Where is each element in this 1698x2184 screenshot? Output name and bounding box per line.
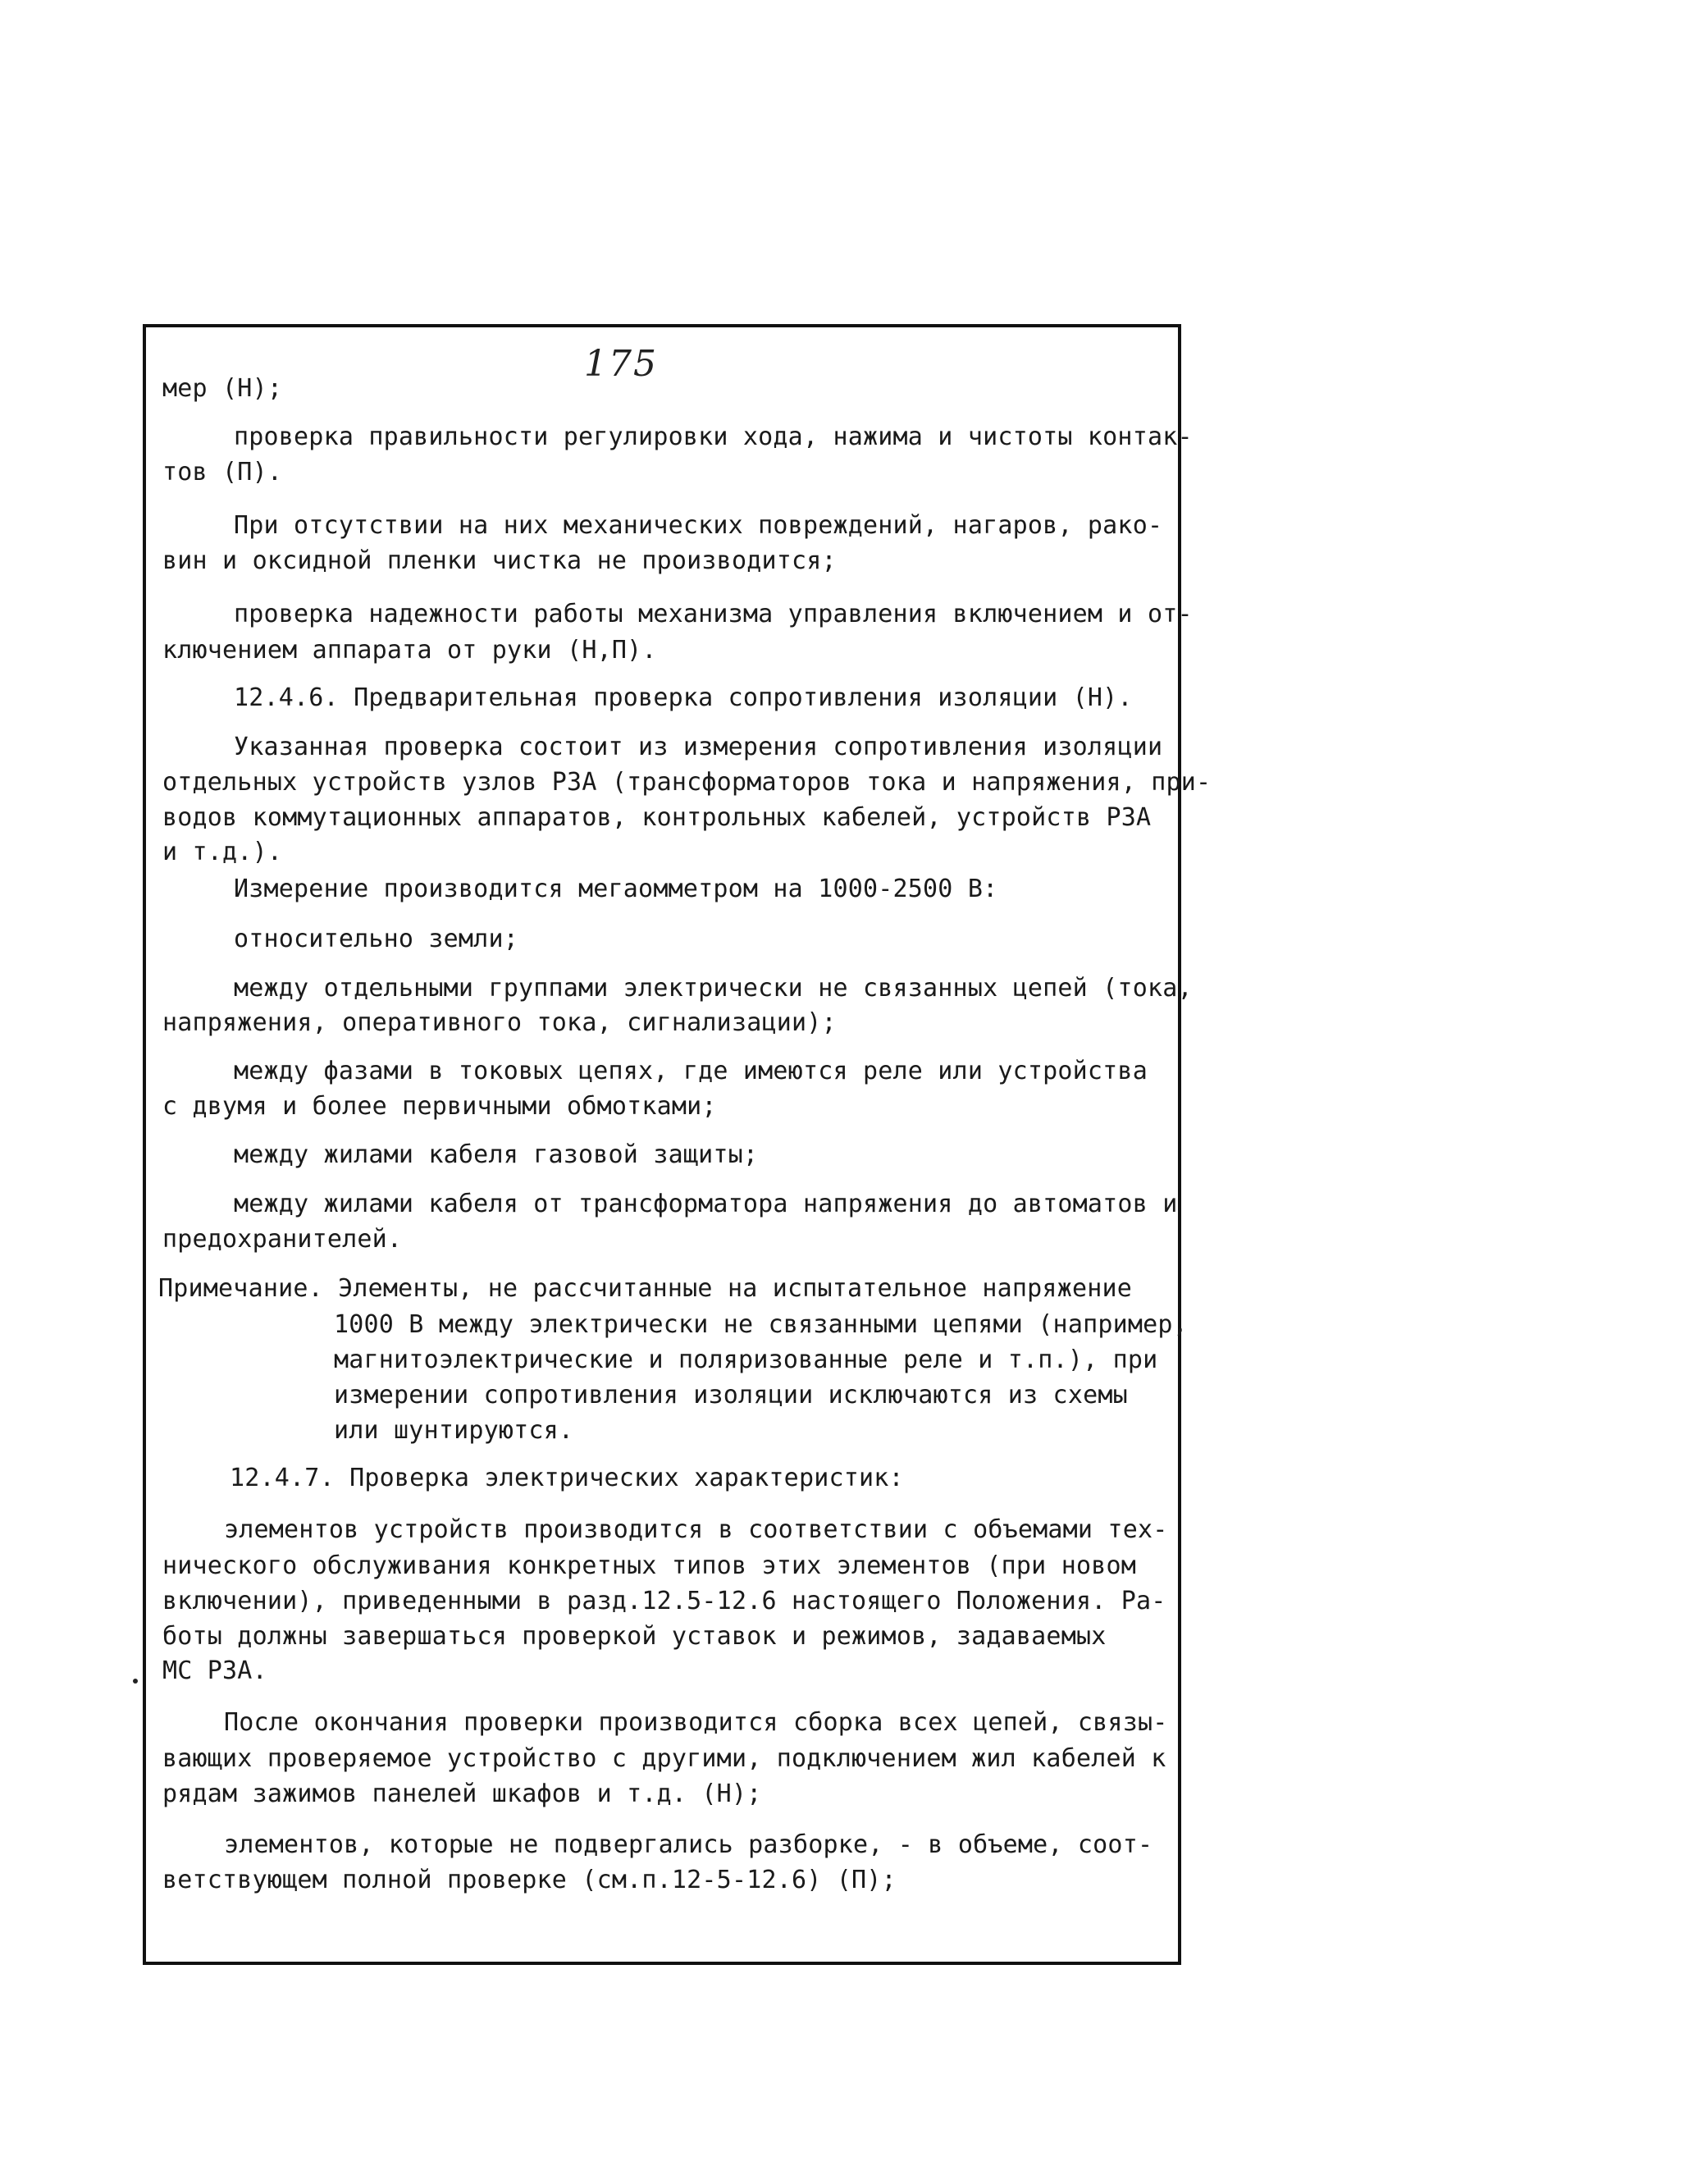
- text-line: между отдельными группами электрически не связанных цепей (тока,: [234, 974, 1193, 1003]
- note-line: или шунтируются.: [334, 1416, 574, 1445]
- text-line: отдельных устройств узлов РЗА (трансформаторов тока и напряжения, при-: [162, 768, 1212, 797]
- text-line: нического обслуживания конкретных типов этих элементов (при новом: [162, 1551, 1136, 1580]
- text-line: При отсутствии на них механических повреждений, нагаров, рако-: [234, 511, 1163, 540]
- text-line: ключением аппарата от руки (Н,П).: [162, 636, 657, 665]
- text-line: с двумя и более первичными обмотками;: [162, 1092, 717, 1121]
- section-heading: 12.4.6. Предварительная проверка сопротивления изоляции (Н).: [234, 683, 1133, 712]
- margin-mark: [133, 1679, 138, 1684]
- note-line: 1000 В между электрически не связанными цепями (например,: [334, 1310, 1188, 1339]
- text-line: элементов, которые не подвергались разборке, - в объеме, соот-: [224, 1830, 1153, 1859]
- text-line: элементов устройств производится в соответствии с объемами тех-: [224, 1515, 1168, 1544]
- text-line: относительно земли;: [234, 925, 518, 953]
- text-line: проверка надежности работы механизма управления включением и от-: [234, 600, 1193, 628]
- text-line: рядам зажимов панелей шкафов и т.д. (Н);: [162, 1780, 762, 1808]
- note-line: магнитоэлектрические и поляризованные реле и т.п.), при: [334, 1346, 1158, 1374]
- text-line: предохранителей.: [162, 1225, 403, 1254]
- text-line: вин и оксидной пленки чистка не производится;: [162, 546, 837, 575]
- text-line: водов коммутационных аппаратов, контрольных кабелей, устройств РЗА: [162, 803, 1152, 832]
- text-line: между фазами в токовых цепях, где имеются реле или устройства: [234, 1057, 1148, 1085]
- text-line: включении), приведенными в разд.12.5-12.6 настоящего Положения. Ра-: [162, 1587, 1166, 1615]
- text-line: проверка правильности регулировки хода, нажима и чистоты контак-: [234, 423, 1193, 451]
- text-line: тов (П).: [162, 458, 283, 487]
- text-line: Измерение производится мегаомметром на 1000-2500 В:: [234, 875, 998, 903]
- text-line: напряжения, оперативного тока, сигнализации);: [162, 1008, 837, 1037]
- page-number: 175: [584, 343, 658, 385]
- text-line: и т.д.).: [162, 838, 283, 866]
- text-line: ветствующем полной проверке (см.п.12-5-12.6) (П);: [162, 1866, 897, 1894]
- note-line: измерении сопротивления изоляции исключаются из схемы: [334, 1381, 1128, 1410]
- text-line: боты должны завершаться проверкой уставок и режимов, задаваемых: [162, 1622, 1107, 1651]
- text-line: мер (Н);: [162, 374, 283, 403]
- text-line: МС РЗА.: [162, 1656, 267, 1685]
- text-line: между жилами кабеля от трансформатора напряжения до автоматов и: [234, 1190, 1178, 1218]
- text-line: Указанная проверка состоит из измерения сопротивления изоляции: [234, 733, 1163, 761]
- note-line: Примечание. Элементы, не рассчитанные на испытательное напряжение: [158, 1274, 1132, 1303]
- text-line: После окончания проверки производится сборка всех цепей, связы-: [224, 1708, 1168, 1737]
- text-line: вающих проверяемое устройство с другими, подключением жил кабелей к: [162, 1744, 1166, 1773]
- section-heading: 12.4.7. Проверка электрических характеристик:: [230, 1464, 904, 1492]
- text-line: между жилами кабеля газовой защиты;: [234, 1140, 759, 1169]
